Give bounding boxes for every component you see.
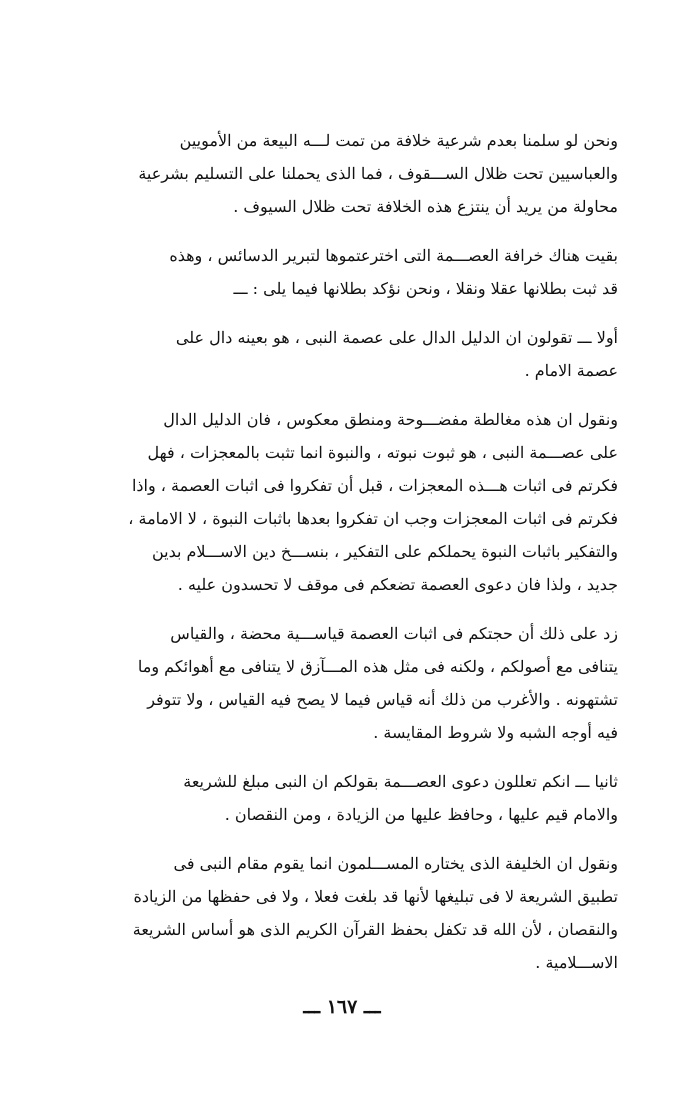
text-line: ونقول ان هذه مغالطة مفضـــوحة ومنطق معكوس ، فان الدليل الدال	[163, 410, 618, 429]
paragraph-1	[62, 124, 618, 223]
text-line: قد ثبت بطلانها عقلا ونقلا ، ونحن نؤكد بطلانها فيما يلى : ـــ	[233, 279, 618, 298]
text-line: يتنافى مع أصولكم ، ولكنه فى مثل هذه المـــآزق لا يتنافى مع أهوائكم وما	[137, 657, 618, 676]
text-line: فكرتم فى اثبات المعجزات وجب ان تفكروا بعدها باثبات النبوة ، لا الامامة ،	[128, 509, 618, 528]
text-line: تشتهونه . والأغرب من ذلك أنه قياس فيما لا يصح فيه القياس ، ولا تتوفر	[147, 690, 618, 709]
text-line: محاولة من يريد أن ينتزع هذه الخلافة تحت ظلال السيوف .	[233, 197, 618, 216]
text-line: والعباسيين تحت ظلال الســـقوف ، فما الذى يحملنا على التسليم بشرعية	[138, 164, 618, 183]
text-line: أولا ـــ تقولون ان الدليل الدال على عصمة النبى ، هو بعينه دال على	[175, 328, 618, 347]
text-line: فيه أوجه الشبه ولا شروط المقايسة .	[373, 723, 618, 742]
text-line: ثانيا ـــ انكم تعللون دعوى العصـــمة بقولكم ان النبى مبلغ للشريعة	[183, 772, 618, 791]
text-line: فكرتم فى اثبات هـــذه المعجزات ، قبل أن تفكروا فى اثبات العصمة ، واذا	[131, 476, 618, 495]
text-line: الاســـلامية .	[535, 953, 618, 972]
text-line: ونحن لو سلمنا بعدم شرعية خلافة من تمت لـــه البيعة من الأمويين	[179, 131, 618, 150]
paragraph-7	[62, 847, 618, 979]
text-line: ونقول ان الخليفة الذى يختاره المســـلمون انما يقوم مقام النبى فى	[173, 854, 618, 873]
document-body	[62, 124, 618, 995]
paragraph-5	[62, 617, 618, 749]
text-line: زد على ذلك أن حجتكم فى اثبات العصمة قياســـية محضة ، والقياس	[170, 624, 618, 643]
text-line: والنقصان ، لأن الله قد تكفل بحفظ القرآن الكريم الذى هو أساس الشريعة	[132, 920, 618, 939]
text-line: تطبيق الشريعة لا فى تبليغها لأنها قد بلغت فعلا ، ولا فى حفظها من الزيادة	[133, 887, 618, 906]
text-line: والتفكير باثبات النبوة يحملكم على التفكير ، بنســـخ دين الاســـلام بدين	[151, 542, 618, 561]
text-line: جديد ، ولذا فان دعوى العصمة تضعكم فى موقف لا تحسدون عليه .	[177, 575, 618, 594]
paragraph-2	[62, 239, 618, 305]
paragraph-4	[62, 403, 618, 601]
text-line: بقيت هناك خرافة العصـــمة التى اخترعتموها لتبرير الدسائس ، وهذه	[169, 246, 618, 265]
text-line: عصمة الامام .	[524, 361, 618, 380]
page-number: ـــ ١٦٧ ـــ	[303, 996, 381, 1018]
paragraph-6	[62, 765, 618, 831]
text-line: على عصـــمة النبى ، هو ثبوت نبوته ، والنبوة انما تثبت بالمعجزات ، فهل	[147, 443, 618, 462]
text-line: والامام قيم عليها ، وحافظ عليها من الزيادة ، ومن النقصان .	[224, 805, 618, 824]
paragraph-3	[62, 321, 618, 387]
